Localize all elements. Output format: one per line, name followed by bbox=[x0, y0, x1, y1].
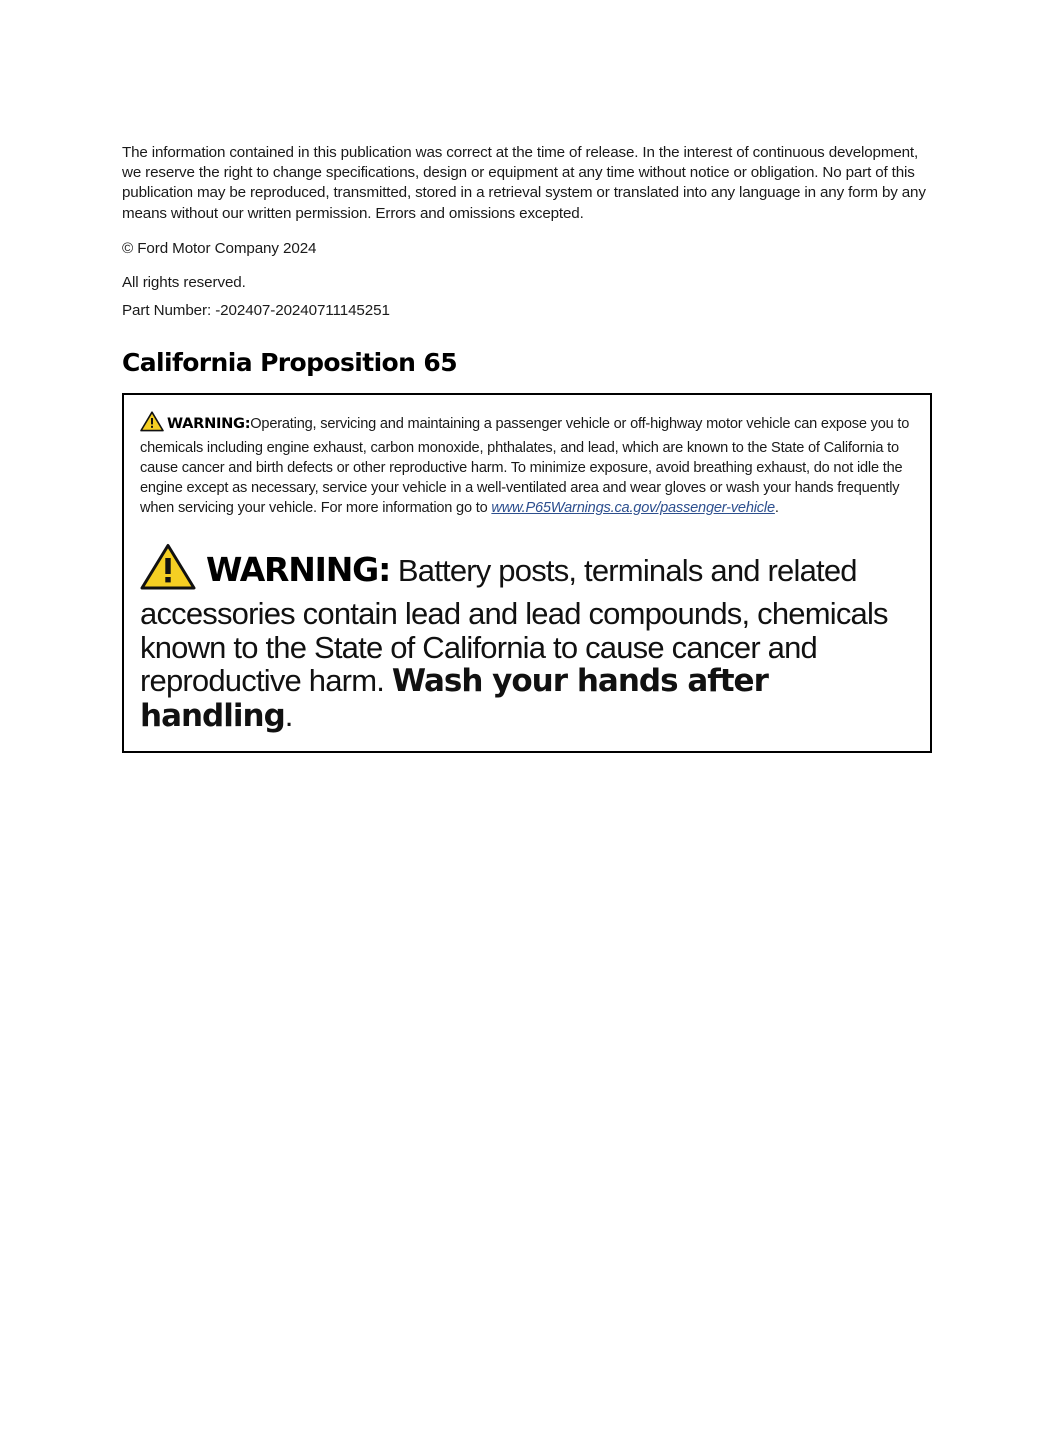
rights-reserved-line: All rights reserved. bbox=[122, 273, 246, 291]
big-warning-text: Battery posts, terminals and related accessories contain lead and lead compounds, chemicals known to the State of California to cause cancer and reproductive harm. bbox=[140, 552, 888, 699]
legal-notice-paragraph: The information contained in this publication was correct at the time of release. In the interest of continuous development, we reserve the right to change specifications, design or equipment at any time without notice or obligation. No part of this publication may be reproduced, transmitted, stored in a retrieval system or translated into any language in any form by any means without our written permission. Errors and omissions excepted. bbox=[122, 144, 926, 222]
warning-triangle-icon bbox=[140, 411, 164, 439]
big-warning-block bbox=[140, 543, 914, 733]
copyright-line: © Ford Motor Company 2024 bbox=[122, 239, 317, 257]
section-title-california-proposition-65: California Proposition 65 bbox=[122, 347, 458, 377]
small-warning-text-before-link: Operating, servicing and maintaining a passenger vehicle or off-highway motor vehicle can expose you to chemicals including engine exhaust, carbon monoxide, phthalates, and lead, which are known to the State of California to cause cancer and birth defects or other reproductive harm. To minimize exposure, avoid breathing exhaust, do not idle the engine except as necessary, service your vehicle in a well-ventilated area and wear gloves or wash your hands frequently when servicing your vehicle. For more information go to bbox=[140, 415, 910, 516]
page-content bbox=[122, 143, 932, 753]
small-warning-text-after-link: . bbox=[774, 499, 779, 516]
p65-warnings-link[interactable]: www.P65Warnings.ca.gov/passenger-vehicle bbox=[491, 499, 775, 516]
big-warning-period: . bbox=[284, 697, 293, 733]
warning-triangle-icon bbox=[140, 543, 196, 597]
big-warning-bold-tail: Wash your hands after handling bbox=[140, 663, 768, 734]
proposition-65-warning-box bbox=[122, 393, 932, 753]
small-warning-label: WARNING: bbox=[167, 414, 251, 432]
part-number-line: Part Number: -202407-20240711145251 bbox=[122, 301, 390, 319]
big-warning-label: WARNING: bbox=[206, 549, 391, 589]
small-warning-block bbox=[140, 411, 914, 519]
